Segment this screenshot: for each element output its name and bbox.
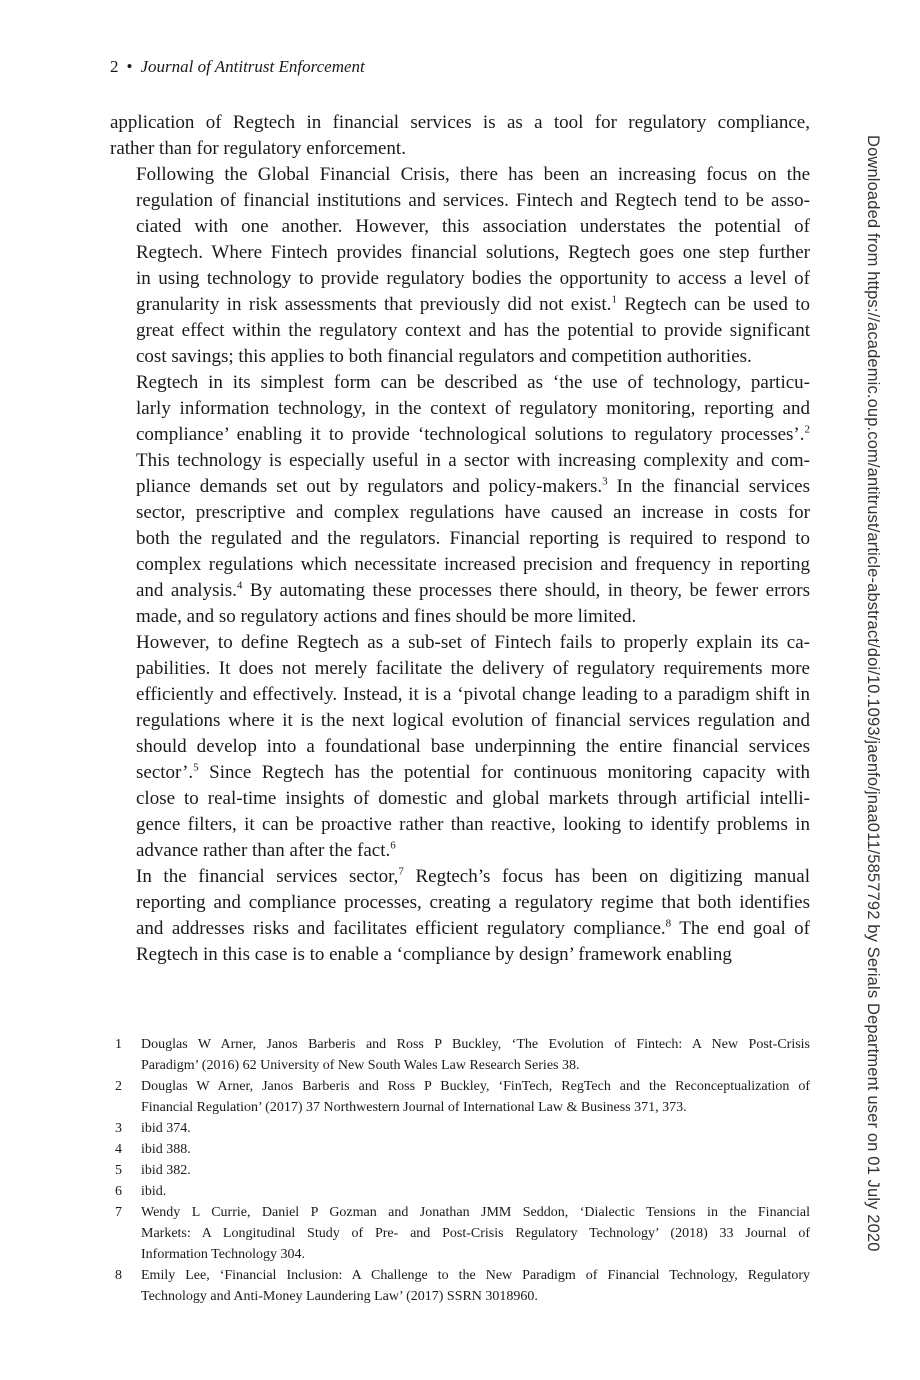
text-line: Regtech in this case is to enable a ‘compliance by design’ framework enabling: [136, 944, 732, 965]
footnote-number: 4: [115, 1142, 122, 1157]
footnotes: [115, 1034, 810, 1307]
paragraph: [110, 370, 810, 630]
footnote-ref[interactable]: 8: [665, 917, 672, 930]
footnote-number: 8: [115, 1268, 122, 1283]
footnote-text: [141, 1160, 810, 1181]
footnote: [115, 1202, 810, 1265]
footnote-number: 6: [115, 1184, 122, 1199]
footnote: [115, 1265, 810, 1307]
text-line: great effect within the regulatory context and has the potential to provide significant: [136, 320, 810, 341]
footnote-line: ibid.: [141, 1184, 167, 1199]
text-line: rather than for regulatory enforcement.: [110, 138, 406, 159]
text-line: cost savings; this applies to both financial regulators and competition authorities.: [136, 346, 752, 367]
text-line: efficiently and effectively. Instead, it is a ‘pivotal change leading to a paradigm shift in: [136, 684, 810, 705]
footnote-ref[interactable]: 4: [236, 579, 243, 592]
footnote-line: Markets: A Longitudinal Study of Pre- and Post-Crisis Regulatory Technology’ (2018) 33 Journal of: [141, 1226, 810, 1241]
footnote-number: 7: [115, 1205, 122, 1220]
text-line: and analysis.$^4$ By automating these processes there should, in theory, be fewer errors: [136, 579, 810, 601]
paragraph: [110, 162, 810, 370]
footnote-line: Financial Regulation’ (2017) 37 Northwestern Journal of International Law & Business 371, 373.: [141, 1100, 687, 1115]
text-line: close to real-time insights of domestic and global markets through artificial intelli-: [136, 788, 810, 809]
text-line: made, and so regulatory actions and fines should be more limited.: [136, 606, 637, 627]
footnote-text: [141, 1265, 810, 1307]
footnote-line: Information Technology 304.: [141, 1247, 306, 1262]
text-line: and addresses risks and facilitates efficient regulatory compliance.$^8$ The end goal of: [136, 917, 810, 939]
header-separator: •: [126, 57, 133, 76]
text-line: pliance demands set out by regulators and policy-makers.$^3$ In the financial services: [136, 475, 810, 497]
text-line: However, to define Regtech as a sub-set of Fintech fails to properly explain its ca-: [136, 632, 810, 653]
footnote-number: 1: [115, 1037, 122, 1052]
text-line: compliance’ enabling it to provide ‘technological solutions to regulatory processes’.$^2$: [136, 423, 810, 445]
footnote-line: ibid 388.: [141, 1142, 191, 1157]
footnote: [115, 1118, 810, 1139]
paragraph: [110, 864, 810, 968]
paragraph: [110, 110, 810, 162]
text-line: regulations where it is the next logical evolution of financial services regulation and: [136, 710, 810, 731]
text-line: pabilities. It does not merely facilitate the delivery of regulatory requirements more: [136, 658, 810, 679]
footnote-text: [141, 1034, 810, 1076]
footnote-ref[interactable]: 5: [193, 761, 199, 774]
footnote-text: [141, 1076, 810, 1118]
text-line: advance rather than after the fact.$^6$: [136, 839, 396, 861]
footnote-line: Wendy L Currie, Daniel P Gozman and Jonathan JMM Seddon, ‘Dialectic Tensions in the Financial: [141, 1205, 810, 1220]
text-line: gence filters, it can be proactive rather than reactive, looking to identify problems in: [136, 814, 810, 835]
footnote-ref[interactable]: 6: [390, 839, 396, 852]
text-line: Regtech in its simplest form can be described as ‘the use of technology, particu-: [136, 372, 810, 393]
text-line: both the regulated and the regulators. Financial reporting is required to respond to: [136, 528, 810, 549]
footnote-number: 3: [115, 1121, 122, 1136]
text-line: Following the Global Financial Crisis, there has been an increasing focus on the: [136, 164, 810, 185]
footnote: [115, 1034, 810, 1076]
text-line: larly information technology, in the context of regulatory monitoring, reporting and: [136, 398, 810, 419]
running-header: [110, 55, 365, 79]
footnote: [115, 1076, 810, 1118]
text-line: sector’.$^5$ Since Regtech has the potential for continuous monitoring capacity with: [136, 761, 810, 783]
footnote-line: Douglas W Arner, Janos Barberis and Ross P Buckley, ‘The Evolution of Fintech: A New Post-Crisis: [141, 1037, 810, 1052]
footnote-ref[interactable]: 1: [611, 293, 617, 306]
page-number: 2: [110, 57, 119, 76]
footnote: [115, 1139, 810, 1160]
footnote-ref[interactable]: 3: [602, 475, 608, 488]
download-notice-text: Downloaded from https://academic.oup.com/antitrust/article-abstract/doi/10.1093/jaenfo/jnaa011/5857792 by Serials Department user on 01 July 2020: [864, 135, 882, 1252]
text-line: In the financial services sector,$^7$ Regtech’s focus has been on digitizing manual: [136, 865, 810, 887]
text-line: sector, prescriptive and complex regulations have caused an increase in costs for: [136, 502, 810, 523]
footnote-ref[interactable]: 2: [804, 423, 810, 436]
footnote-number: 5: [115, 1163, 122, 1178]
text-line: ciated with one another. However, this association understates the potential of: [136, 216, 810, 237]
footnote-text: [141, 1139, 810, 1160]
footnote: [115, 1181, 810, 1202]
footnote-line: Emily Lee, ‘Financial Inclusion: A Challenge to the New Paradigm of Financial Technology, Regulatory: [141, 1268, 810, 1283]
footnote-text: [141, 1202, 810, 1265]
journal-title: Journal of Antitrust Enforcement: [140, 57, 365, 76]
footnote-line: ibid 374.: [141, 1121, 191, 1136]
footnote-line: Technology and Anti-Money Laundering Law’ (2017) SSRN 3018960.: [141, 1289, 538, 1304]
text-line: application of Regtech in financial services is as a tool for regulatory compliance,: [110, 112, 810, 133]
text-line: complex regulations which necessitate increased precision and frequency in reporting: [136, 554, 810, 575]
paragraph: [110, 630, 810, 864]
text-line: This technology is especially useful in a sector with increasing complexity and com-: [136, 450, 810, 471]
footnote-line: ibid 382.: [141, 1163, 191, 1178]
text-line: granularity in risk assessments that previously did not exist.$^1$ Regtech can be used to: [136, 293, 811, 315]
footnote: [115, 1160, 810, 1181]
text-line: regulation of financial institutions and services. Fintech and Regtech tend to be asso-: [136, 190, 810, 211]
footnote-line: Paradigm’ (2016) 62 University of New South Wales Law Research Series 38.: [141, 1058, 580, 1073]
footnote-line: Douglas W Arner, Janos Barberis and Ross P Buckley, ‘FinTech, RegTech and the Reconceptualization of: [141, 1079, 810, 1094]
footnote-ref[interactable]: 7: [398, 865, 404, 878]
text-line: in using technology to provide regulatory bodies the opportunity to access a level of: [136, 268, 810, 289]
footnote-text: [141, 1118, 810, 1139]
footnote-number: 2: [115, 1079, 122, 1094]
text-line: reporting and compliance processes, creating a regulatory regime that both identifies: [136, 892, 810, 913]
footnote-text: [141, 1181, 810, 1202]
text-line: should develop into a foundational base underpinning the entire financial services: [136, 736, 810, 757]
download-notice: [860, 135, 900, 1252]
article-body: [110, 110, 810, 968]
text-line: Regtech. Where Fintech provides financial solutions, Regtech goes one step further: [136, 242, 810, 263]
